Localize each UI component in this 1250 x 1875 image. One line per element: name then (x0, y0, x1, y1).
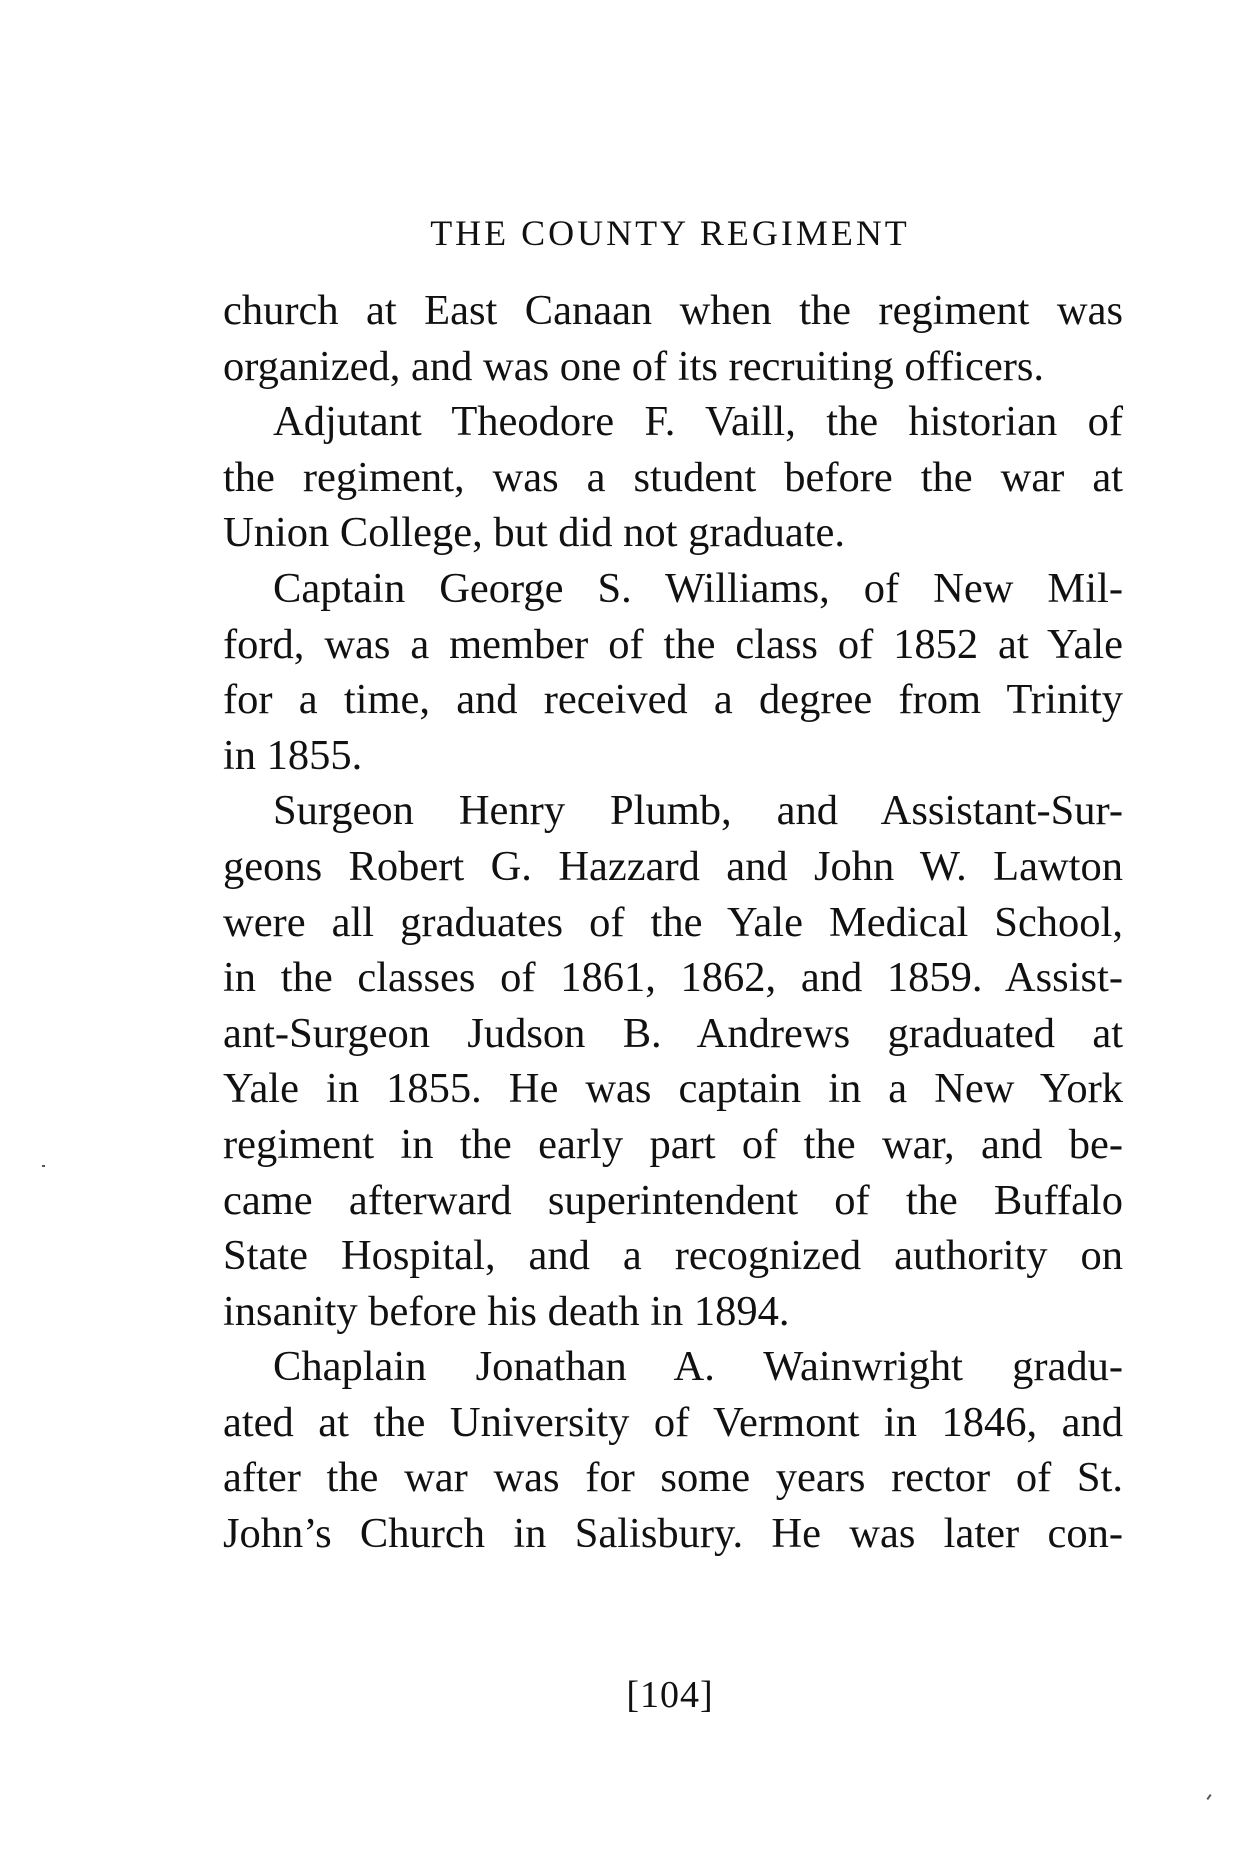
text-line: State Hospital, and a recognized authority on (223, 1232, 1123, 1280)
text-line: Captain George S. Williams, of New Mil- (273, 564, 1123, 612)
page-number: [104] (626, 1674, 714, 1716)
scan-speck (1206, 1794, 1211, 1800)
text-line: Adjutant Theodore F. Vaill, the historian of (273, 398, 1123, 446)
text-line: in 1855. (223, 731, 363, 779)
running-head: THE COUNTY REGIMENT (430, 213, 910, 253)
text-line: regiment in the early part of the war, and be- (223, 1120, 1123, 1168)
paragraph (223, 394, 1123, 561)
text-line: the regiment, was a student before the war at (223, 453, 1123, 501)
text-line: Surgeon Henry Plumb, and Assistant-Sur- (273, 787, 1123, 835)
text-line: in the classes of 1861, 1862, and 1859. Assist- (223, 954, 1123, 1002)
text-line: Yale in 1855. He was captain in a New York (223, 1065, 1123, 1113)
text-line: came afterward superintendent of the Buffalo (223, 1176, 1123, 1224)
text-line: after the war was for some years rector of St. (223, 1454, 1123, 1502)
paragraph (223, 1339, 1123, 1561)
paragraph (223, 783, 1123, 1339)
text-line: church at East Canaan when the regiment was (223, 287, 1123, 334)
text-line: for a time, and received a degree from Trinity (223, 676, 1123, 724)
text-line: ated at the University of Vermont in 1846, and (223, 1398, 1123, 1446)
text-line: John’s Church in Salisbury. He was later con- (223, 1510, 1123, 1558)
body-text (223, 283, 1123, 1562)
text-line: were all graduates of the Yale Medical School, (223, 898, 1123, 946)
text-line: organized, and was one of its recruiting officers. (223, 342, 1045, 390)
scan-speck (42, 1165, 45, 1167)
text-line: Union College, but did not graduate. (223, 509, 846, 557)
text-line: geons Robert G. Hazzard and John W. Lawton (223, 842, 1123, 890)
text-line: Chaplain Jonathan A. Wainwright gradu- (273, 1343, 1123, 1391)
text-line: ant-Surgeon Judson B. Andrews graduated at (223, 1009, 1123, 1057)
paragraph (223, 561, 1123, 783)
text-line: ford, was a member of the class of 1852 at Yale (223, 620, 1123, 668)
text-line: insanity before his death in 1894. (223, 1287, 790, 1335)
paragraph (223, 283, 1123, 394)
